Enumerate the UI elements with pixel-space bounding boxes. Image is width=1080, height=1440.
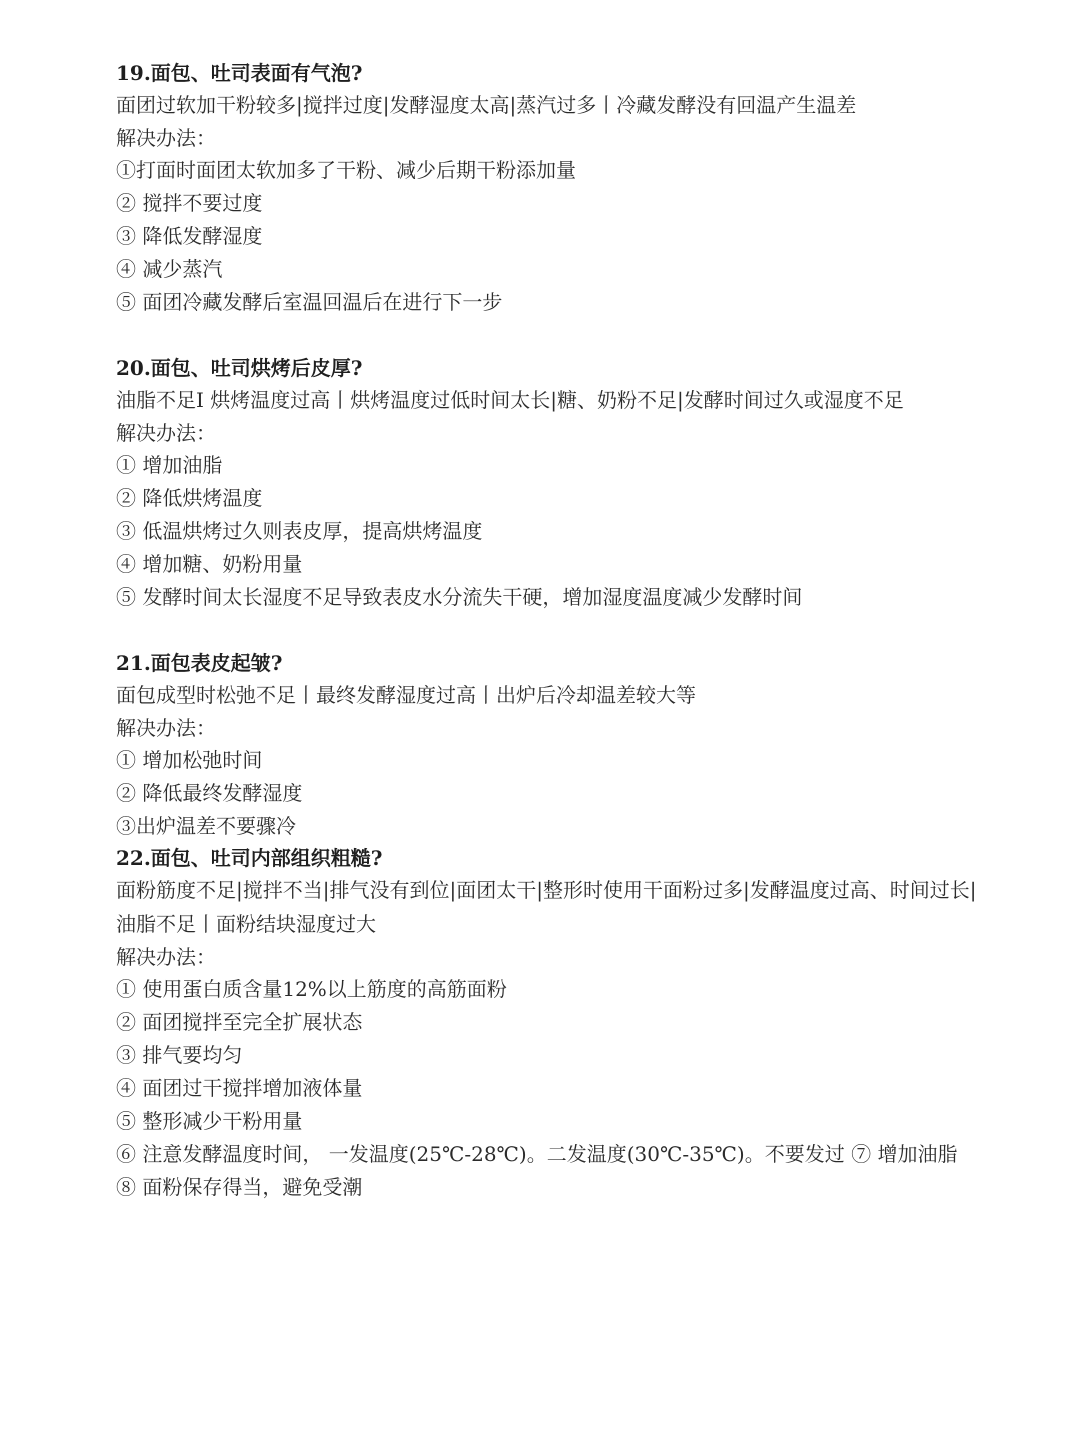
- solution-item: ⑤ 整形减少干粉用量: [116, 1109, 303, 1133]
- section-causes: 面包成型时松弛不足丨最终发酵湿度过高丨出炉后冷却温差较大等: [116, 683, 696, 707]
- solution-item: ④ 减少蒸汽: [116, 257, 223, 281]
- section-title: 20.面包、吐司烘烤后皮厚?: [116, 356, 363, 380]
- solution-label: 解决办法：: [116, 945, 216, 969]
- solution-label: 解决办法：: [116, 716, 216, 740]
- section-title: 19.面包、吐司表面有气泡?: [116, 61, 363, 85]
- section-spacer: [116, 319, 996, 353]
- solution-label: 解决办法：: [116, 421, 216, 445]
- solution-item: ⑤ 面团冷藏发酵后室温回温后在进行下一步: [116, 290, 503, 314]
- solution-label: 解决办法：: [116, 126, 216, 150]
- solution-item: ① 增加油脂: [116, 453, 223, 477]
- solution-item: ⑧ 面粉保存得当，避免受潮: [116, 1175, 363, 1199]
- document-page: [116, 58, 996, 1204]
- section-19: [116, 58, 996, 319]
- solution-item: ④ 面团过干搅拌增加液体量: [116, 1076, 363, 1100]
- solution-item: ⑤ 发酵时间太长湿度不足导致表皮水分流失干硬，增加湿度温度减少发酵时间: [116, 585, 803, 609]
- solution-item: ① 使用蛋白质含量12%以上筋度的高筋面粉: [116, 977, 507, 1001]
- solution-item: ② 降低最终发酵湿度: [116, 781, 303, 805]
- solution-item: ③ 排气要均匀: [116, 1043, 243, 1067]
- section-causes: 油脂不足I 烘烤温度过高丨烘烤温度过低时间太长|糖、奶粉不足|发酵时间过久或湿度不足: [116, 388, 904, 412]
- solution-item: ① 增加松弛时间: [116, 748, 263, 772]
- section-causes: 面粉筋度不足|搅拌不当|排气没有到位|面团太干|整形时使用干面粉过多|发酵温度过高、时间过长|油脂不足丨面粉结块湿度过大: [116, 878, 977, 936]
- solution-item: ①打面时面团太软加多了干粉、减少后期干粉添加量: [116, 158, 576, 182]
- section-causes: 面团过软加干粉较多|搅拌过度|发酵湿度太高|蒸汽过多丨冷藏发酵没有回温产生温差: [116, 93, 857, 117]
- solution-item: ④ 增加糖、奶粉用量: [116, 552, 303, 576]
- solution-item: ③ 低温烘烤过久则表皮厚，提高烘烤温度: [116, 519, 483, 543]
- solution-item: ③出炉温差不要骤冷: [116, 814, 296, 838]
- section-spacer: [116, 614, 996, 648]
- solution-item: ② 降低烘烤温度: [116, 486, 263, 510]
- solution-item: ② 面团搅拌至完全扩展状态: [116, 1010, 363, 1034]
- section-title: 22.面包、吐司内部组织粗糙?: [116, 846, 383, 870]
- section-title: 21.面包表皮起皱?: [116, 651, 283, 675]
- solution-item: ③ 降低发酵湿度: [116, 224, 263, 248]
- section-22: [116, 843, 996, 1204]
- section-20: [116, 353, 996, 614]
- solution-item: ⑥ 注意发酵温度时间， 一发温度(25℃-28℃)。二发温度(30℃-35℃)。不要发过 ⑦ 增加油脂: [116, 1142, 958, 1166]
- solution-item: ② 搅拌不要过度: [116, 191, 263, 215]
- section-21: [116, 648, 996, 843]
